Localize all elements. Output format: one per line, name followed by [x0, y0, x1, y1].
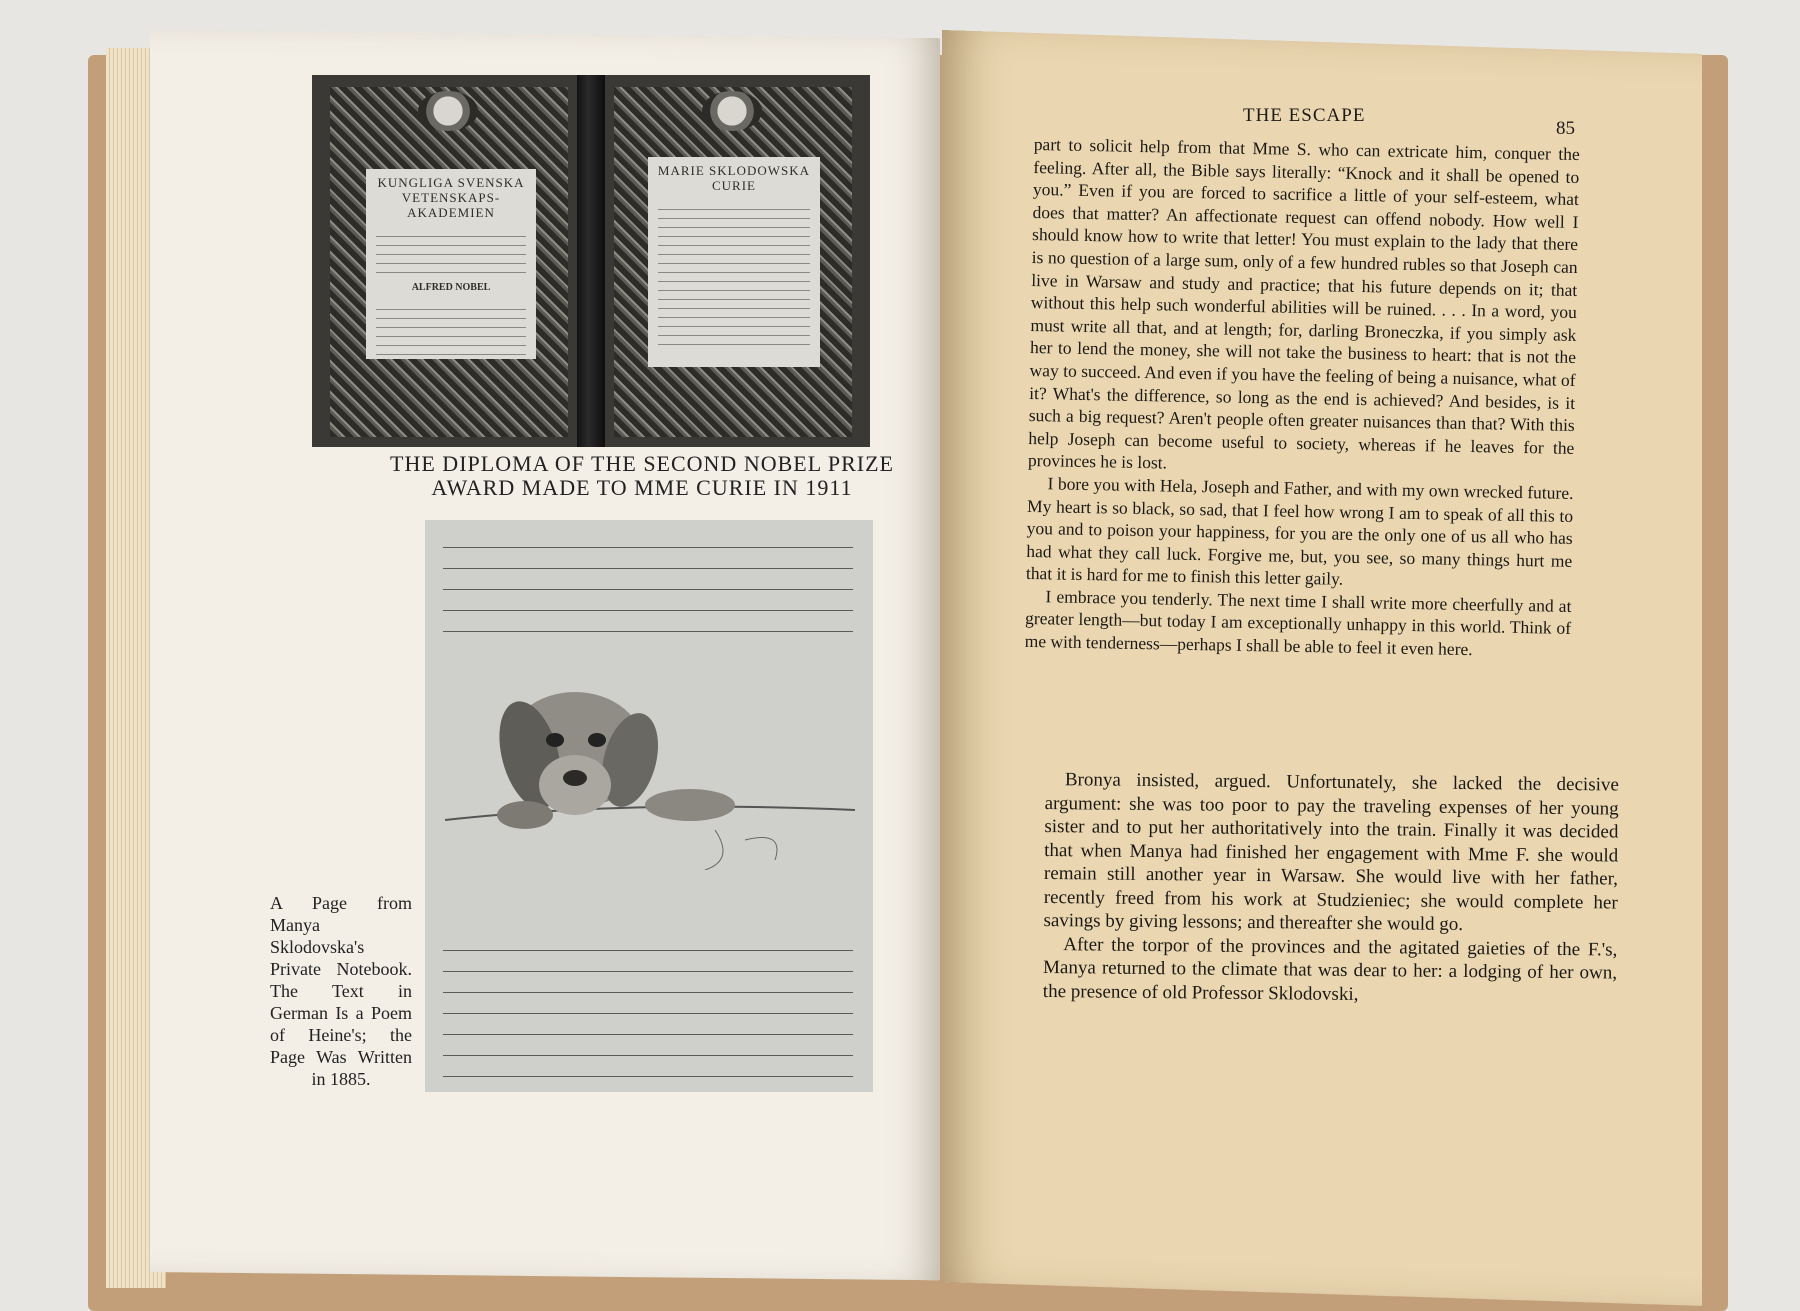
- diploma-emblem-icon: [702, 91, 762, 131]
- diploma-left-card: [366, 169, 536, 359]
- diploma-left-name: ALFRED NOBEL: [411, 282, 491, 293]
- diploma-emblem-icon: [418, 91, 478, 131]
- diploma-text-lines: [376, 301, 526, 361]
- diploma-divider: [577, 75, 605, 447]
- nobel-diploma-photo: [312, 75, 870, 447]
- letter-text: [1024, 133, 1579, 663]
- page-number: 85: [1556, 118, 1575, 139]
- dog-sketch: [425, 670, 873, 870]
- handwriting-top: [443, 532, 853, 650]
- narrative-paragraph-1: Bronya insisted, argued. Unfortunately, she lacked the decisive argument: she was too poor to pay the traveling expenses of her young sister and to put her authoritatively into the train. Finally it was decided that when Manya had finished her engagement with Mme F. she would remain still another year in Warsaw. She would live with her father, recently freed from his work at Studzieniec; she would complete her savings by giving lessons; and thereafter she would go.: [1043, 769, 1619, 936]
- notebook-page-photo: [425, 520, 873, 1092]
- letter-paragraph-1: part to solicit help from that Mme S. who can extricate him, conquer the feeling. After all, the Bible says literally: “Knock and it shall be opened to you.” Even if you are forced to sacrifice a little of your self-esteem, what does that matter? An affectionate request can offend nobody. How well I should know how to write that letter! You must explain to the lady that there is no question of a large sum, only of a few hundred rubles so that Joseph can live in Warsaw and study and practice; that his future depends on it; that without this help such wonderful abilities will be ruined. . . . In a word, you must write all that, and at length; for, darling Broneczka, if you simply ask her to lend the money, she will not take the business to heart: that is not the way to succeed. And even if you have the feeling of being a nuisance, what of it? What's the difference, so long as the end is achieved? And besides, is it such a big request? Aren't people often greater nuisances than that? With this help Joseph can become useful to society, whereas if he leaves for the provinces he is lost.: [1027, 133, 1580, 473]
- diploma-caption: [336, 452, 948, 500]
- diploma-left-panel: [330, 87, 568, 437]
- diploma-right-card: [648, 157, 820, 367]
- letter-paragraph-3: I embrace you tenderly. The next time I shall write more cheerfully and at greater length—but today I am exceptionally unhappy in this world. Think of me with tenderness—perhaps I shall be able to feel it even here.: [1024, 586, 1572, 660]
- narrative-paragraph-2: After the torpor of the provinces and the agitated gaieties of the F.'s, Manya returned to the climate that was dear to her: a lodging of her own, the presence of old Professor Sklodovski,: [1042, 933, 1618, 1005]
- diploma-text-lines: [658, 201, 810, 351]
- notebook-caption: A Page from Manya Sklodovska's Private Notebook. The Text in German Is a Poem of Heine's; the Page Was Written in 1885.: [270, 893, 412, 1089]
- narrative-text: [1043, 768, 1619, 1008]
- letter-paragraph-2: I bore you with Hela, Joseph and Father, and with my own wrecked future. My heart is so black, so sad, that I feel how wrong I am to speak of all this to you and to poison your happiness, for you are the only one of us all who has had what they call luck. Forgive me, but, you see, so many things hurt me that it is hard for me to finish this letter gaily.: [1025, 473, 1574, 590]
- diploma-left-heading: KUNGLIGA SVENSKA VETENSKAPS-AKADEMIEN: [377, 175, 525, 220]
- diploma-right-heading: MARIE SKLODOWSKA CURIE: [657, 163, 811, 193]
- diploma-caption-line-2: AWARD MADE TO MME CURIE IN 1911: [431, 475, 853, 500]
- diploma-caption-line-1: THE DIPLOMA OF THE SECOND NOBEL PRIZE: [390, 451, 894, 476]
- handwriting-bottom: [443, 935, 853, 1085]
- diploma-text-lines: [376, 228, 526, 278]
- running-head: THE ESCAPE: [1243, 105, 1366, 126]
- diploma-right-panel: [614, 87, 852, 437]
